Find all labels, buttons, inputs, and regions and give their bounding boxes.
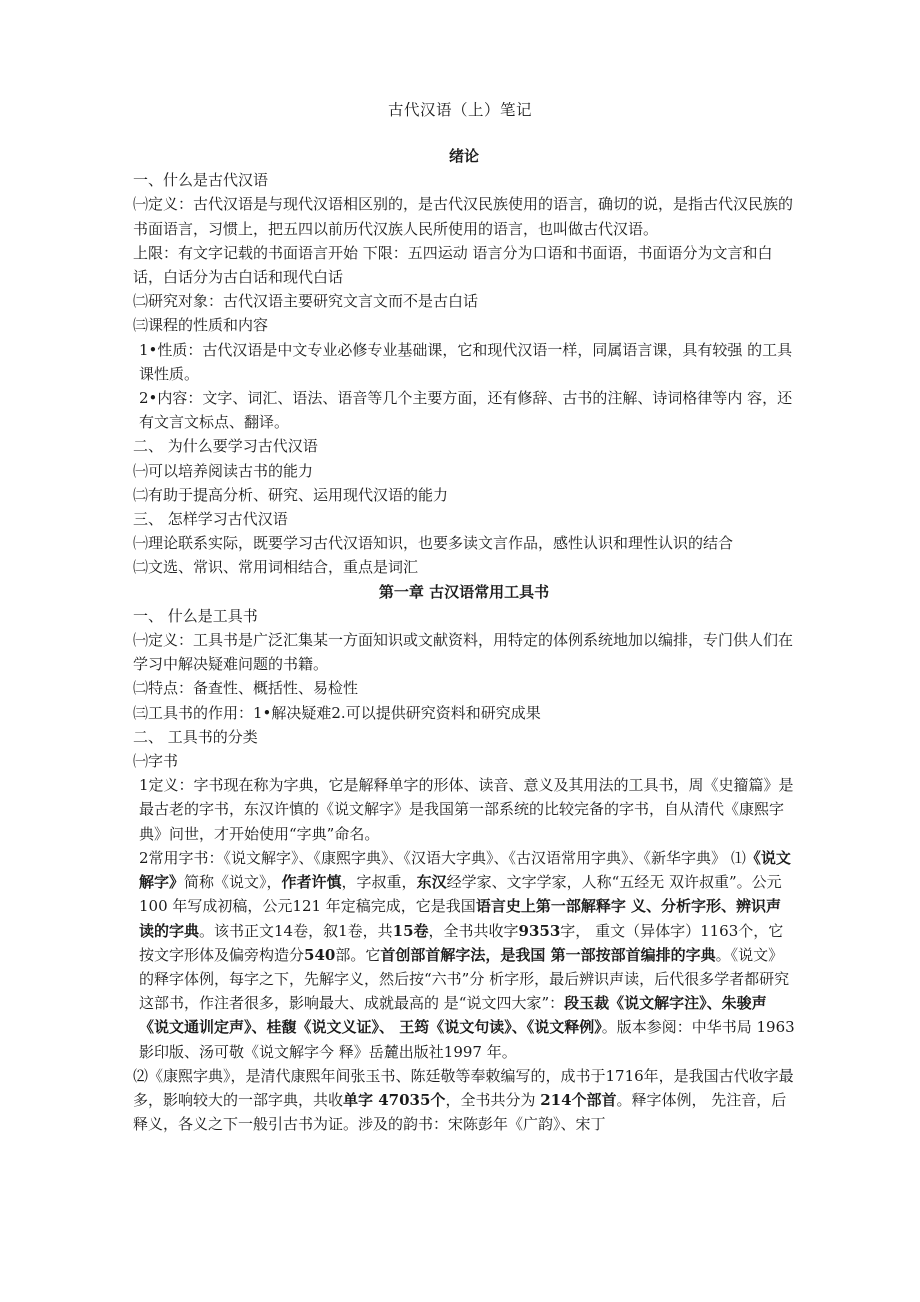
text-span: 。释字体例， 先注音，后释义，各义之下一般引古书为证。涉及的韵书：宋陈彭年《广韵》、宋丁 (133, 1090, 787, 1134)
document-body (133, 144, 795, 1136)
paragraph: 1•性质：古代汉语是中文专业必修专业基础课，它和现代汉语一样，同属语言课，具有较强 的工具课性质。 (139, 340, 793, 383)
bold-span: 540 (304, 945, 336, 964)
bold-span: 东汉 (416, 873, 447, 892)
paragraph: 2•内容：文字、词汇、语法、语音等几个主要方面，还有修辞、古书的注解、诗词格律等内 容，还有文言文标点、翻译。 (139, 389, 793, 432)
paragraph: ㈠定义：工具书是广泛汇集某一方面知识或文献资料，用特定的体例系统地加以编排，专门供人们在学习中解决疑难问题的书籍。 (133, 631, 794, 674)
paragraph: 二、 工具书的分类 (133, 727, 258, 746)
text-span: 。版本参阅：中华书局 1963 影印版、汤可敬《说文解字今 释》岳麓出版社1997 年。 (139, 1018, 795, 1061)
bold-span: 《说文解字》 (139, 848, 791, 892)
text-span: ，字叔重， (341, 873, 417, 892)
paragraph: ㈡文选、常识、常用词相结合，重点是词汇 (133, 558, 419, 577)
paragraph: ㈠理论联系实际，既要学习古代汉语知识，也要多读文言作品，感性认识和理性认识的结合 (133, 534, 734, 553)
text-span: 。《说文》的释字体例，每字之下，先解字义，然后按“六书”分 析字形，最后辨识声读，后代很多学者都研究这部书，作注者很多，影响最大、成就最高的 是“说文四大家”： (139, 945, 790, 1013)
paragraph: ㈡研究对象：古代汉语主要研究文言文而不是古白话 (133, 292, 479, 311)
paragraph-shuowen (133, 846, 795, 1064)
chapter-heading: 第一章 古汉语常用工具书 (378, 582, 550, 601)
text-span: ，全书共分为 (445, 1090, 541, 1109)
bold-span: 9353 (518, 921, 561, 940)
paragraph: 一、 什么是工具书 (133, 606, 258, 625)
bold-span: 214个部首 (540, 1090, 617, 1109)
document-title: 古代汉语（上）笔记 (387, 101, 532, 119)
paragraph: 1定义：字书现在称为字典，它是解释单字的形体、读音、意义及其用法的工具书，周《史籀篇》是最古老的字书，东汉许慎的《说文解字》是我国第一部系统的比较完备的字书，自从清代《康熙字典》问世，才开始使用“字典”命名。 (139, 776, 794, 843)
paragraph: ㈠定义：古代汉语是与现代汉语相区别的，是古代汉民族使用的语言，确切的说，是指古代汉民族的书面语言，习惯上，把五四以前历代汉族人民所使用的语言，也叫做古代汉语。 (133, 195, 794, 238)
paragraph: ㈠可以培养阅读古书的能力 (133, 461, 314, 480)
bold-span: 15卷 (392, 921, 429, 940)
bold-span: 首创部首解字法，是我国 第一部按部首编排的字典 (380, 945, 716, 964)
text-span: 经学家、文字学家，人称“五经无 双许叔重”。公元 100 年写成初稿，公元121 年定稿完成，它是我国 (139, 873, 782, 916)
bold-span: 单字 47035个 (343, 1090, 446, 1109)
text-span: ⑵《康熙字典》，是清代康熙年间张玉书、陈廷敬等奉敕编写的，成书于1716年，是我国古代收字最多，影响较大的一部字典，共收 (133, 1066, 794, 1109)
bold-span: 语言史上第一部解释字 义、分析字形、辨识声读的字典 (139, 897, 782, 940)
bold-span: 作者许慎 (281, 873, 342, 892)
paragraph-kangxi (133, 1064, 795, 1137)
paragraph: ㈢工具书的作用：1•解决疑难2.可以提供研究资料和研究成果 (133, 703, 541, 722)
text-span: ，全书共收字 (428, 921, 519, 940)
text-span: 2常用字书：《说文解字》、《康熙字典》、《汉语大字典》、《古汉语常用字典》、《新华字典》 ⑴ (139, 848, 746, 867)
text-span: 简称《说文》， (184, 873, 282, 892)
paragraph: 一、什么是古代汉语 (133, 171, 269, 190)
intro-heading: 绪论 (448, 147, 479, 165)
bold-span: 段玉裁《说文解字注》、朱骏声《说文通训定声》、桂馥《说文义证》、 王筠《说文句读》、《说文释例》 (139, 994, 767, 1037)
paragraph: ㈡特点：备查性、概括性、易检性 (133, 679, 359, 698)
paragraph: 二、 为什么要学习古代汉语 (133, 437, 318, 456)
text-span: 。该书正文14卷，叙1卷，共 (199, 921, 393, 940)
paragraph: ㈢课程的性质和内容 (133, 316, 269, 335)
paragraph: 三、 怎样学习古代汉语 (133, 510, 288, 529)
text-span: 字， 重文（异体字）1163个，它按文字形体及偏旁构造分 (139, 921, 784, 964)
paragraph: 上限：有文字记载的书面语言开始 下限：五四运动 语言分为口语和书面语，书面语分为文言和白话，白话分为古白话和现代白话 (133, 243, 773, 287)
text-span: 部。它 (335, 945, 381, 964)
paragraph: ㈠字书 (133, 752, 179, 771)
paragraph: ㈡有助于提高分析、研究、运用现代汉语的能力 (133, 485, 449, 504)
